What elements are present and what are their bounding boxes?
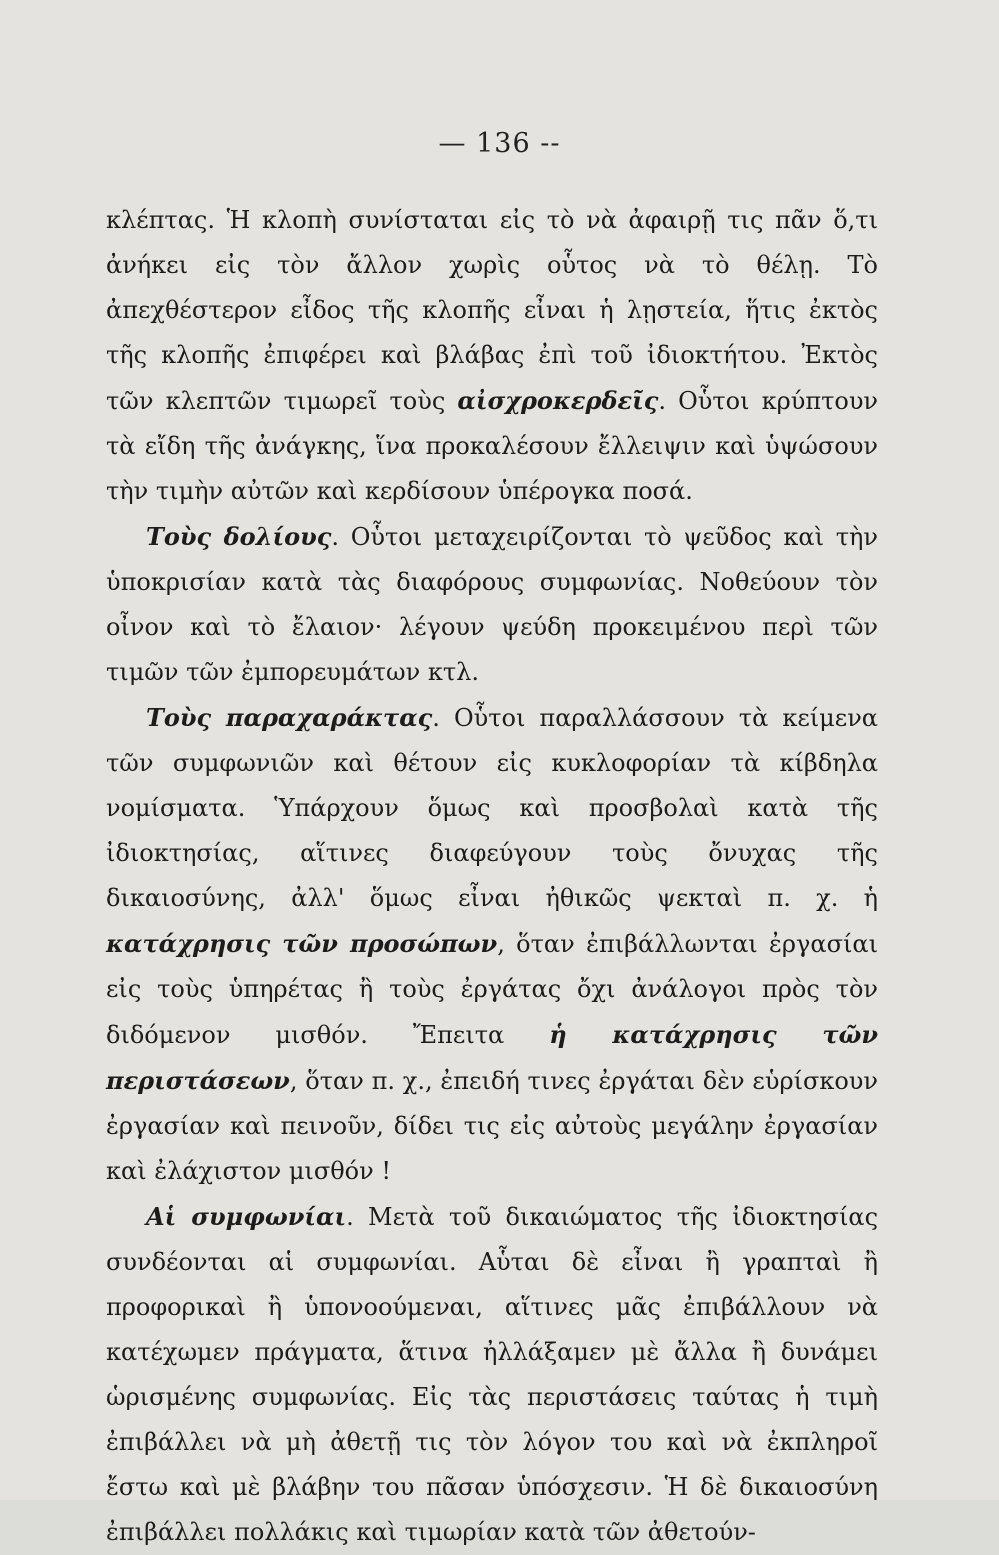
paragraph-text: . Οὗτοι κρύπτουν τὰ εἴδη τῆς ἀνάγκης, ἵνα προκαλέσουν ἔλλειψιν καὶ ὑψώσουν τὴν τιμὴν αὐτῶν καὶ κερδίσουν ὑπέρογκα ποσά. <box>106 387 878 505</box>
paragraph-text: , ὅταν π. χ., ἐπειδή τινες ἐργάται δὲν εὑρίσκουν ἐργασίαν καὶ πεινοῦν, δίδει τις εἰς αὐτοὺς μεγάλην ἐργασίαν καὶ ἐλάχιστον μισθόν ! <box>106 1067 878 1185</box>
body-text <box>106 198 878 1555</box>
paragraph-4 <box>106 1194 878 1555</box>
section-heading: Τοὺς παραχαράκτας <box>146 703 433 732</box>
paragraph-text: , ὅταν ἐπιβάλλωνται ἐργασίαι εἰς τοὺς ὑπηρέτας ἢ τοὺς ἐργάτας ὄχι ἀνάλογοι πρὸς τὸν διδόμενον μισθόν. Ἔπειτα <box>106 930 878 1049</box>
paragraph-3 <box>106 695 878 1194</box>
paragraph-text: . Μετὰ τοῦ δικαιώματος τῆς ἰδιοκτησίας συνδέονται αἱ συμφωνίαι. Αὗται δὲ εἶναι ἢ γραπταὶ ἢ προφορικαὶ ἢ ὑπονοούμεναι, αἵτινες μᾶς ἐπιβάλλουν νὰ κατέχωμεν πράγματα, ἅτινα ἠλλάξαμεν μὲ ἄλλα ἢ δυνάμει ὡρισμένης συμφωνίας. Εἰς τὰς περιστάσεις ταύτας ἡ τιμὴ ἐπιβάλλει νὰ μὴ ἀθετῇ τις τὸν λόγον του καὶ νὰ ἐκπληροῖ ἔστω καὶ μὲ βλάβην του πᾶσαν ὑπόσχεσιν. Ἡ δὲ δικαιοσύνη ἐπιβάλλει πολλάκις καὶ τιμωρίαν κατὰ τῶν ἀθετούν- <box>106 1203 879 1546</box>
paragraph-text: . Οὗτοι παραλλάσσουν τὰ κείμενα τῶν συμφωνιῶν καὶ θέτουν εἰς κυκλοφορίαν τὰ κίβδηλα νομίσματα. Ὑπάρχουν ὅμως καὶ προσβολαὶ κατὰ τῆς ἰδιοκτησίας, αἵτινες διαφεύγουν τοὺς ὄνυχας τῆς δικαιοσύνης, ἀλλ' ὅμως εἶναι ἠθικῶς ψεκταὶ π. χ. ἡ <box>106 704 878 912</box>
section-heading: Αἱ συμφωνίαι <box>146 1202 347 1231</box>
paragraph-text: κλέπτας. Ἡ κλοπὴ συνίσταται εἰς τὸ νὰ ἀφαιρῇ τις πᾶν ὅ,τι ἀνήκει εἰς τὸν ἄλλον χωρὶς οὗτος νὰ τὸ θέλῃ. Τὸ ἀπεχθέστερον εἶδος τῆς κλοπῆς εἶναι ἡ λῃστεία, ἥτις ἐκτὸς τῆς κλοπῆς ἐπιφέρει καὶ βλάβας ἐπὶ τοῦ ἰδιοκτήτου. Ἐκτὸς τῶν κλεπτῶν τιμωρεῖ τοὺς <box>106 206 878 415</box>
emphasized-term: κατάχρησις τῶν προσώπων <box>106 929 498 958</box>
section-heading: Τοὺς δολίους <box>146 522 332 551</box>
paragraph-text: . Οὗτοι μεταχειρίζονται τὸ ψεῦδος καὶ τὴν ὑποκρισίαν κατὰ τὰς διαφόρους συμφωνίας. Νοθεύουν τὸν οἶνον καὶ τὸ ἔλαιον· λέγουν ψεύδη προκειμένου περὶ τῶν τιμῶν τῶν ἐμπορευμάτων κτλ. <box>106 523 878 686</box>
emphasized-term: ἡ κατάχρησις τῶν περιστάσεων <box>106 1020 878 1095</box>
paragraph-2 <box>106 514 878 695</box>
paragraph-1 <box>106 198 878 514</box>
emphasized-term: αἰσχροκερδεῖς <box>457 386 659 415</box>
page-number: — 136 -- <box>438 128 561 159</box>
